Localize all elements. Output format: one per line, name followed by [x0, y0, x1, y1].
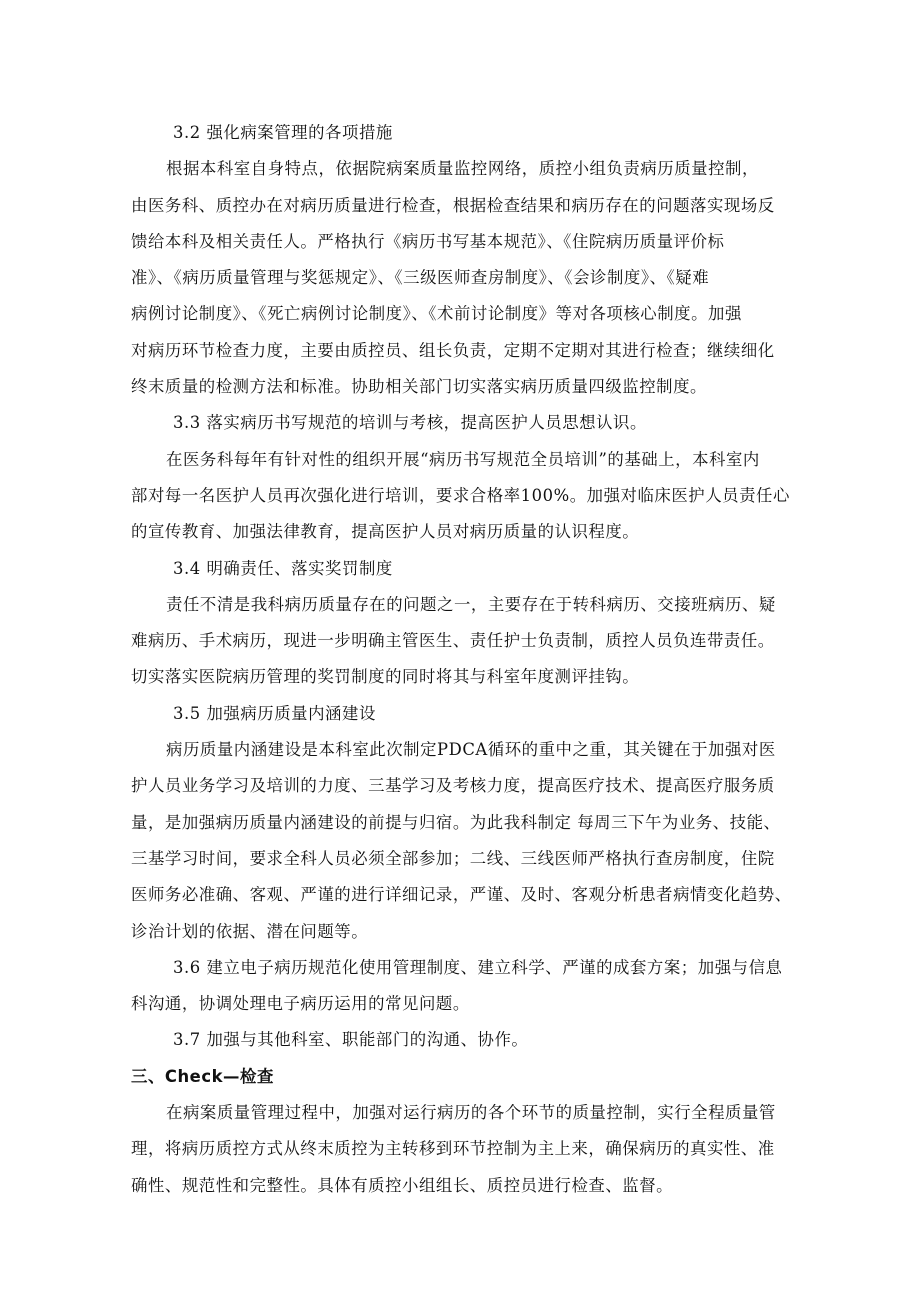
paragraph-line: 由医务科、质控办在对病历质量进行检查，根据检查结果和病历存在的问题落实现场反	[131, 195, 775, 215]
paragraph-line: 医师务必准确、客观、严谨的进行详细记录，严谨、及时、客观分析患者病情变化趋势、	[131, 885, 792, 905]
paragraph-line: 馈给本科及相关责任人。严格执行《病历书写基本规范》、《住院病历质量评价标	[131, 231, 725, 251]
section-3-6-title: 3.6 建立电子病历规范化使用管理制度、建立科学、严谨的成套方案；加强与信息	[173, 957, 783, 977]
paragraph-line: 确性、规范性和完整性。具体有质控小组组长、质控员进行检查、监督。	[131, 1175, 674, 1195]
section-3-3-title: 3.3 落实病历书写规范的培训与考核，提高医护人员思想认识。	[173, 413, 647, 433]
paragraph-line: 护人员业务学习及培训的力度、三基学习及考核力度，提高医疗技术、提高医疗服务质	[131, 776, 775, 796]
paragraph-line: 准》、《病历质量管理与奖惩规定》、《三级医师查房制度》、《会诊制度》、《疑难	[131, 268, 710, 288]
section-3-5-title: 3.5 加强病历质量内涵建设	[173, 703, 376, 723]
paragraph-line: 量，是加强病历质量内涵建设的前提与归宿。为此我科制定 每周三下午为业务、技能、	[131, 812, 781, 832]
paragraph-line: 难病历、手术病历，现进一步明确主管医生、责任护士负责制，质控人员负连带责任。	[131, 631, 775, 651]
paragraph-line: 在病案质量管理过程中，加强对运行病历的各个环节的质量控制，实行全程质量管	[166, 1103, 776, 1123]
paragraph-line: 对病历环节检查力度，主要由质控员、组长负责，定期不定期对其进行检查；继续细化	[131, 340, 775, 360]
paragraph-line: 根据本科室自身特点，依据院病案质量监控网络，质控小组负责病历质量控制，	[166, 159, 759, 179]
paragraph-line: 在医务科每年有针对性的组织开展“病历书写规范全员培训”的基础上，本科室内	[166, 449, 760, 469]
paragraph-line: 三基学习时间，要求全科人员必须全部参加；二线、三线医师严格执行查房制度，住院	[131, 848, 775, 868]
check-section-heading: 三、Check—检查	[131, 1066, 274, 1086]
paragraph-line: 责任不清是我科病历质量存在的问题之一，主要存在于转科病历、交接班病历、疑	[166, 594, 776, 614]
paragraph-line: 部对每一名医护人员再次强化进行培训，要求合格率100%。加强对临床医护人员责任心	[131, 485, 790, 505]
section-3-7-title: 3.7 加强与其他科室、职能部门的沟通、协作。	[173, 1030, 529, 1050]
section-3-4-title: 3.4 明确责任、落实奖罚制度	[173, 558, 393, 578]
document-body	[131, 115, 791, 1204]
paragraph-line: 终末质量的检测方法和标准。协助相关部门切实落实病历质量四级监控制度。	[131, 377, 707, 397]
section-3-2-title: 3.2 强化病案管理的各项措施	[173, 123, 393, 142]
paragraph-line: 病例讨论制度》、《死亡病例讨论制度》、《术前讨论制度》等对各项核心制度。加强	[131, 304, 742, 324]
paragraph-line: 的宣传教育、加强法律教育，提高医护人员对病历质量的认识程度。	[131, 522, 640, 542]
paragraph-line: 理，将病历质控方式从终末质控为主转移到环节控制为主上来，确保病历的真实性、准	[131, 1139, 775, 1159]
paragraph-line: 病历质量内涵建设是本科室此次制定PDCA循环的重中之重，其关键在于加强对医	[166, 740, 776, 760]
paragraph-line: 诊治计划的依据、潜在问题等。	[131, 921, 369, 941]
paragraph-line: 切实落实医院病历管理的奖罚制度的同时将其与科室年度测评挂钩。	[131, 667, 640, 687]
paragraph-line: 科沟通，协调处理电子病历运用的常见问题。	[131, 994, 470, 1014]
